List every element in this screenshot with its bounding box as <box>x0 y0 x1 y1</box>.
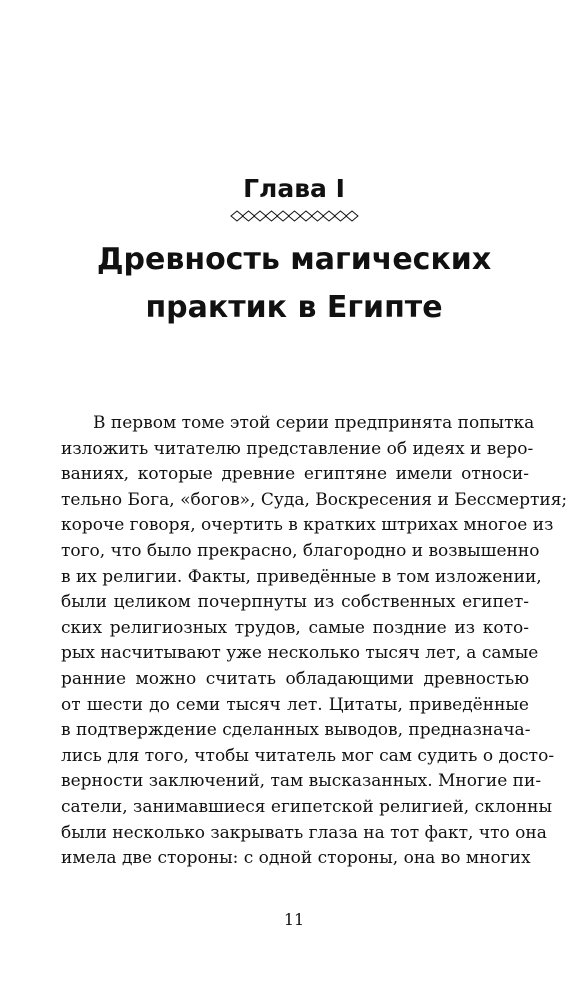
diamond-shape <box>254 211 266 221</box>
diamond-shape <box>277 211 289 221</box>
text-line: тельно Бога, «богов», Суда, Воскресения и Бессмертия; <box>61 489 568 510</box>
text-line: изложить читателю представление об идеях и веро- <box>61 438 534 459</box>
text-line: в их религии. Факты, приведённые в том изложении, <box>61 566 542 587</box>
diamond-shape <box>289 211 301 221</box>
diamond-shape <box>312 211 324 221</box>
diamond-ornament-icon <box>0 210 588 226</box>
text-line: были несколько закрывать глаза на тот факт, что она <box>61 822 547 843</box>
chapter-label: Глава I <box>243 174 345 203</box>
chapter-title-line-2: практик в Египте <box>145 290 443 325</box>
text-line: в подтверждение сделанных выводов, предназнача- <box>61 720 531 741</box>
text-line: имела две стороны: с одной стороны, она во многих <box>61 848 531 869</box>
chapter-title <box>60 236 528 332</box>
text-line: были целиком почерпнуты из собственных египет- <box>61 592 529 613</box>
text-line: рых насчитывают уже несколько тысяч лет, а самые <box>61 643 539 664</box>
diamond-shape <box>266 211 278 221</box>
text-line: ранние можно считать обладающими древностью <box>61 668 529 689</box>
text-line: того, что было прекрасно, благородно и возвышенно <box>61 540 540 561</box>
diamond-shape <box>300 211 312 221</box>
diamond-shape <box>231 211 243 221</box>
diamond-shape <box>346 211 358 221</box>
text-line: от шести до семи тысяч лет. Цитаты, приведённые <box>61 694 529 715</box>
text-line: ских религиозных трудов, самые поздние из кото- <box>61 617 529 638</box>
page-number: 11 <box>283 910 305 929</box>
body-paragraph <box>61 411 568 872</box>
text-line: верности заключений, там высказанных. Многие пи- <box>61 771 542 792</box>
text-line: короче говоря, очертить в кратких штрихах многое из <box>61 515 554 536</box>
diamond-shape <box>335 211 347 221</box>
diamond-chain-icon <box>228 210 360 222</box>
text-line: сатели, занимавшиеся египетской религией, склонны <box>61 796 552 817</box>
diamond-shape <box>323 211 335 221</box>
chapter-title-line-1: Древность магических <box>96 242 492 277</box>
diamond-shape <box>243 211 255 221</box>
text-line: лись для того, чтобы читатель мог сам судить о досто- <box>61 745 555 766</box>
text-line: В первом томе этой серии предпринята попытка <box>93 413 535 433</box>
text-line: ваниях, которые древние египтяне имели относи- <box>61 464 529 485</box>
